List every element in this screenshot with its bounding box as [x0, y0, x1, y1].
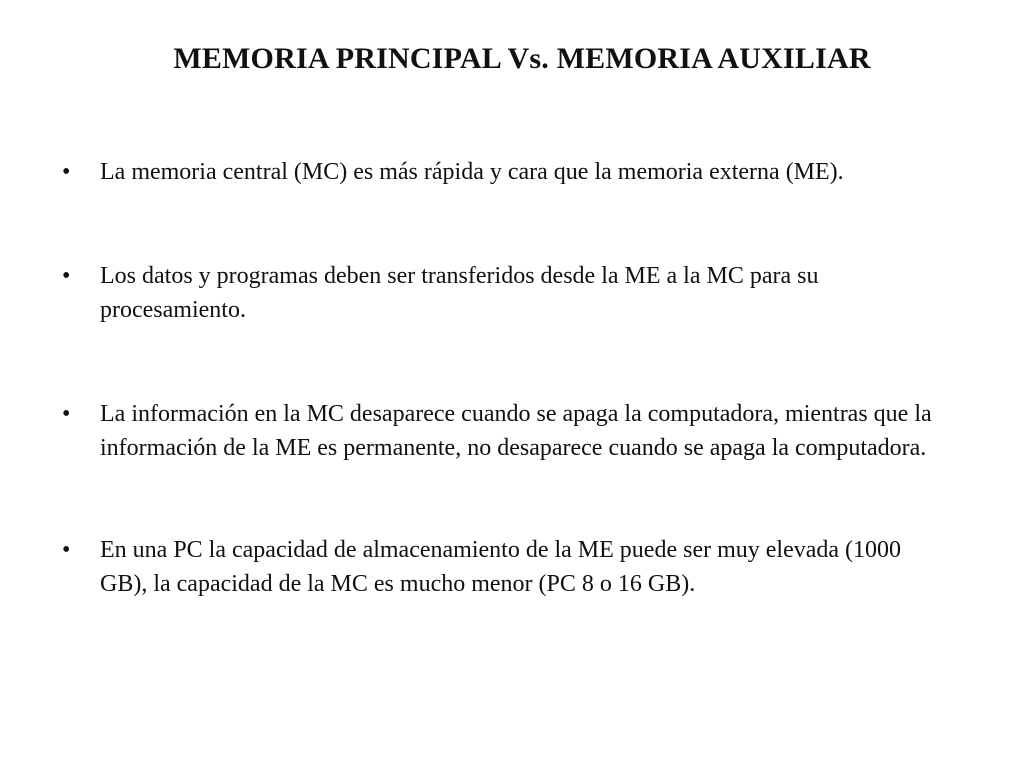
bullet-list	[62, 155, 942, 601]
bullet-text: Los datos y programas deben ser transferidos desde la ME a la MC para su procesamiento.	[100, 263, 819, 323]
bullet-icon: •	[62, 401, 71, 427]
bullet-icon: •	[62, 263, 71, 289]
bullet-item	[62, 155, 942, 189]
bullet-text: La información en la MC desaparece cuando se apaga la computadora, mientras que la información de la ME es permanente, no desaparece cuando se apaga la computadora.	[100, 401, 932, 461]
slide-title: MEMORIA PRINCIPAL Vs. MEMORIA AUXILIAR	[173, 42, 871, 75]
bullet-text: En una PC la capacidad de almacenamiento de la ME puede ser muy elevada (1000 GB), la capacidad de la MC es mucho menor (PC 8 o 16 GB).	[100, 537, 902, 597]
bullet-item	[62, 397, 942, 465]
bullet-icon: •	[62, 159, 71, 185]
bullet-icon: •	[62, 537, 71, 563]
bullet-item	[62, 533, 942, 601]
bullet-item	[62, 259, 942, 327]
bullet-text: La memoria central (MC) es más rápida y cara que la memoria externa (ME).	[100, 159, 844, 185]
